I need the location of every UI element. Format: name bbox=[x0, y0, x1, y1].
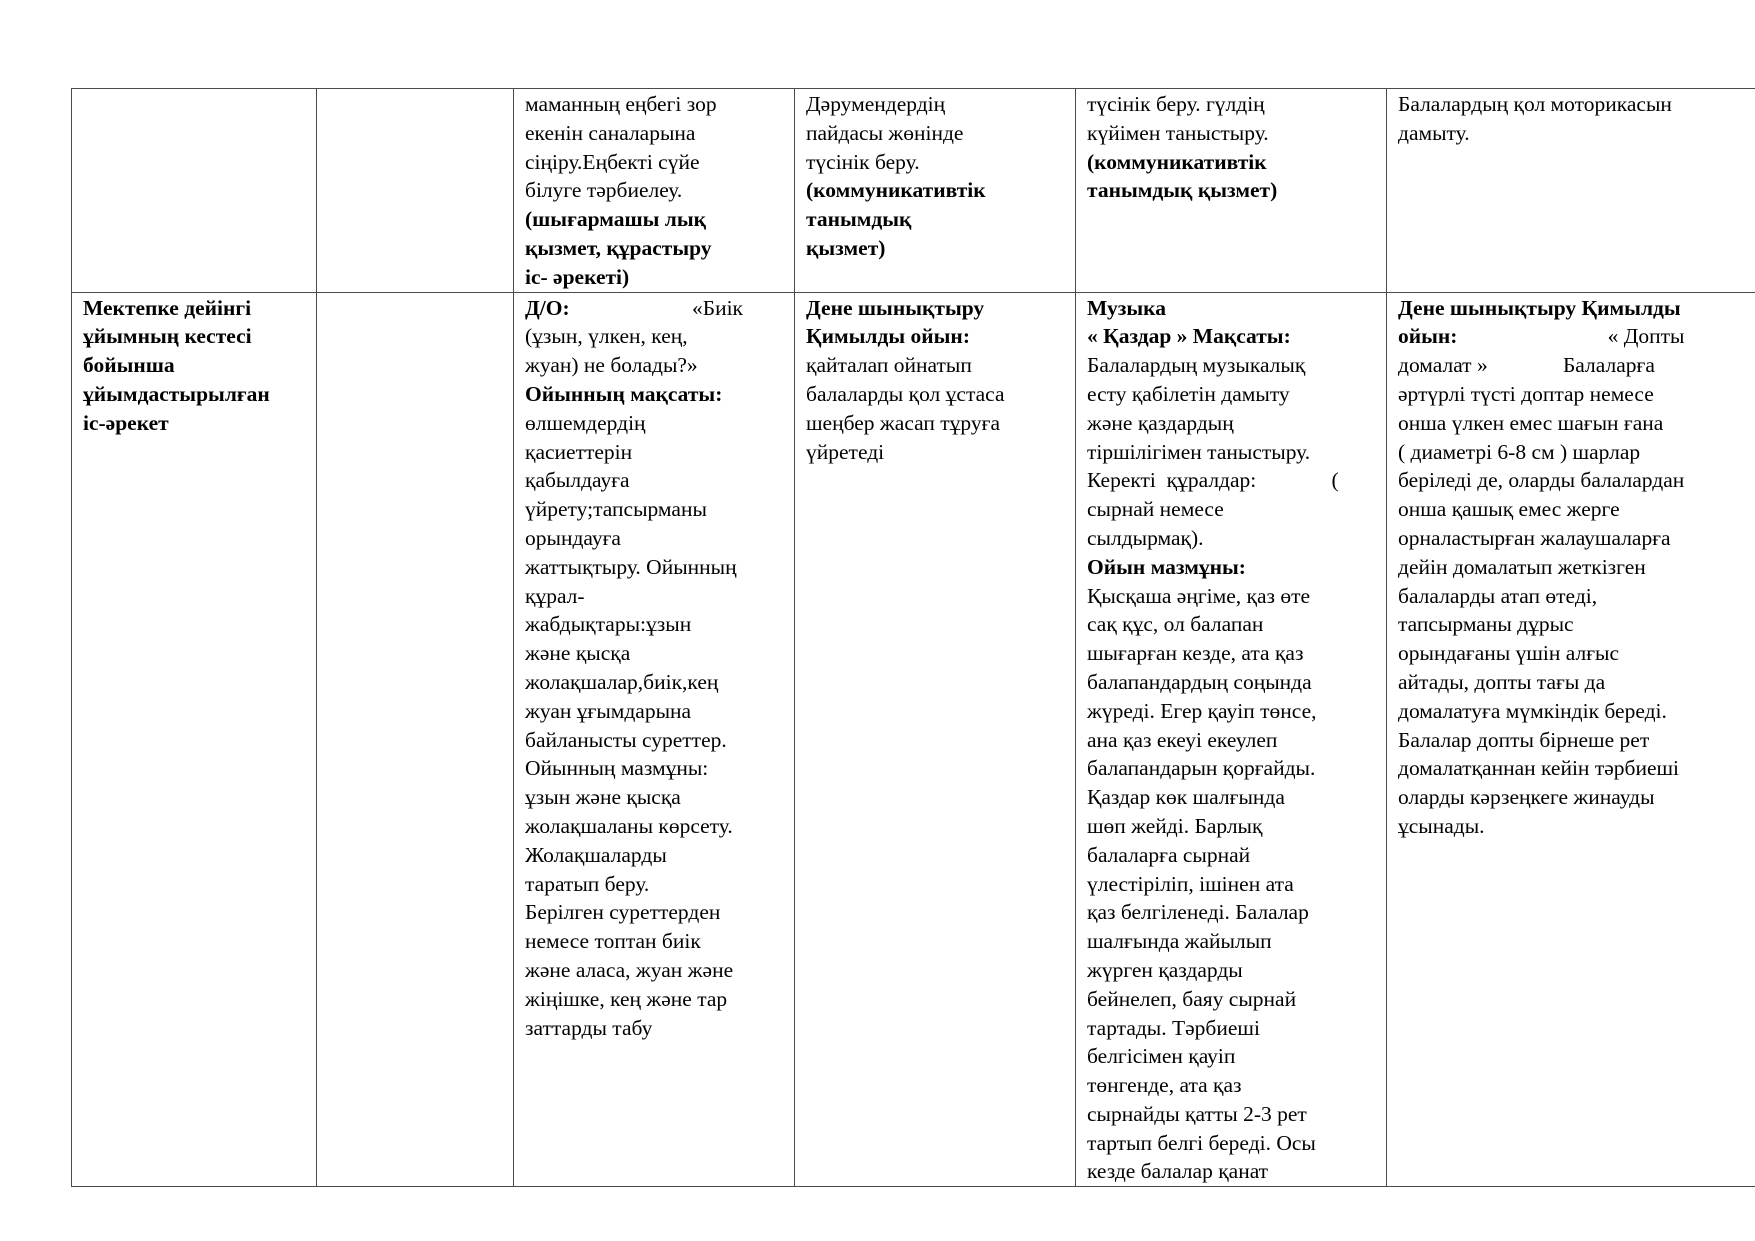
text-line: Дәрумендердің bbox=[806, 92, 946, 116]
text-line: білуге тәрбиелеу. bbox=[525, 178, 683, 203]
activity-heading: Қимылды ойын: bbox=[806, 324, 970, 349]
text-line: жолақшалар,биік,кең bbox=[525, 669, 719, 694]
text-line: шалғында жайылып bbox=[1087, 929, 1272, 954]
row1-col1-cell bbox=[72, 89, 317, 293]
activity-type-label: қызмет, құрастыру bbox=[525, 235, 712, 260]
text-line: Қаздар көк шалғында bbox=[1087, 785, 1285, 810]
text-line: қаз белгіленеді. Балалар bbox=[1087, 900, 1309, 925]
text-line: онша қашық емес жерге bbox=[1398, 497, 1620, 522]
text-line: сырнай немесе bbox=[1087, 497, 1224, 522]
text-line: жуан ұғымдарына bbox=[525, 698, 692, 723]
text-line: домалат » Балаларға bbox=[1398, 353, 1655, 378]
text-line: балапандарын қорғайды. bbox=[1087, 756, 1316, 781]
game-title-line bbox=[1398, 322, 1745, 351]
text-line: (ұзын, үлкен, кең, bbox=[525, 324, 688, 349]
row1-col5-cell bbox=[1076, 89, 1387, 293]
row2-col2-cell bbox=[317, 292, 514, 1187]
activity-heading: « Қаздар » Мақсаты: bbox=[1087, 324, 1291, 349]
text-line: жабдықтары:ұзын bbox=[525, 612, 692, 637]
text-line: балаларды қол ұстаса bbox=[806, 381, 1005, 406]
text-line: ана қаз екеуі екеулеп bbox=[1087, 727, 1278, 752]
goal-label: Ойынның мақсаты: bbox=[525, 381, 723, 406]
text-line: екенін саналарына bbox=[525, 120, 696, 145]
row-heading: іс-әрекет bbox=[83, 410, 169, 435]
text-line: Қысқаша әңгіме, қаз өте bbox=[1087, 583, 1311, 608]
text-line: домалатуға мүмкіндік береді. bbox=[1398, 698, 1667, 723]
text-line: Ойынның мазмұны: bbox=[525, 756, 709, 781]
game-type-label: ойын: bbox=[1398, 324, 1458, 349]
text-line: Балалардың қол моторикасын bbox=[1398, 92, 1672, 116]
text-line: Балалардың музыкалық bbox=[1087, 353, 1306, 378]
text-line: онша үлкен емес шағын ғана bbox=[1398, 410, 1664, 435]
text-line: жуан) не болады?» bbox=[525, 353, 698, 378]
text-line: белгісімен қауіп bbox=[1087, 1044, 1236, 1069]
text-line: балапандардың соңында bbox=[1087, 669, 1312, 694]
text-line: өлшемдердің bbox=[525, 410, 646, 435]
game-type-label: Д/О: bbox=[525, 295, 570, 320]
text-line: қасиеттерін bbox=[525, 439, 633, 464]
text-line: ( диаметрі 6-8 см ) шарлар bbox=[1398, 439, 1641, 464]
row2-col1-cell bbox=[72, 292, 317, 1187]
text-line: сіңіру.Еңбекті сүйе bbox=[525, 149, 700, 174]
text-line: таратып беру. bbox=[525, 871, 650, 896]
text-line: орындағаны үшін алғыс bbox=[1398, 641, 1620, 666]
row1-col4-cell bbox=[795, 89, 1076, 293]
text-line: және аласа, жуан және bbox=[525, 957, 734, 982]
row2-col6-cell bbox=[1387, 292, 1755, 1187]
text-line: заттарды табу bbox=[525, 1015, 653, 1040]
text-line: орналастырған жалаушаларға bbox=[1398, 525, 1671, 550]
text-line: қабылдауға bbox=[525, 468, 630, 493]
text-line: және қысқа bbox=[525, 641, 631, 666]
activity-type-label: іс- әрекеті) bbox=[525, 264, 630, 289]
row-heading: ұйымның кестесі bbox=[83, 324, 252, 349]
text-line: тартып белгі береді. Осы bbox=[1087, 1130, 1316, 1155]
text-line: жіңішке, кең және тар bbox=[525, 986, 728, 1011]
text-line: балаларды атап өтеді, bbox=[1398, 583, 1598, 608]
text-line: оларды кәрзеңкеге жинауды bbox=[1398, 785, 1655, 810]
text-line: үйретеді bbox=[806, 439, 885, 464]
activity-heading: Музыка bbox=[1087, 295, 1166, 320]
text-line: ұсынады. bbox=[1398, 813, 1485, 838]
text-line: ұзын және қысқа bbox=[525, 785, 681, 810]
text-line: жүрген қаздарды bbox=[1087, 957, 1243, 982]
row2-col5-cell bbox=[1076, 292, 1387, 1187]
activity-type-label: (коммуникативтік bbox=[1087, 149, 1267, 174]
activity-type-label: (шығармашы лық bbox=[525, 207, 707, 232]
row-heading: бойынша bbox=[83, 353, 175, 378]
text-line: Жолақшаларды bbox=[525, 842, 667, 867]
row-heading: ұйымдастырылған bbox=[83, 381, 270, 406]
text-line: шеңбер жасап тұруға bbox=[806, 410, 1000, 435]
text-line: төнгенде, ата қаз bbox=[1087, 1073, 1242, 1098]
text-line: сырнайды қатты 2-3 рет bbox=[1087, 1101, 1307, 1126]
text-line: маманның еңбегі зор bbox=[525, 92, 717, 116]
text-line: балаларға сырнай bbox=[1087, 842, 1251, 867]
text-line: жаттықтыру. Ойынның bbox=[525, 554, 737, 579]
activity-type-label: қызмет) bbox=[806, 235, 886, 260]
text-line: сақ құс, ол балапан bbox=[1087, 612, 1264, 637]
text-line: айтады, допты тағы да bbox=[1398, 669, 1606, 694]
text-line: Керекті құралдар: ( bbox=[1087, 468, 1339, 493]
text-line: есту қабілетін дамыту bbox=[1087, 381, 1290, 406]
game-title-line bbox=[525, 294, 783, 323]
table-row bbox=[72, 292, 1755, 1187]
text-line: жүреді. Егер қауіп төнсе, bbox=[1087, 698, 1317, 723]
text-line: түсінік беру. bbox=[806, 149, 920, 174]
table-row bbox=[72, 89, 1755, 293]
text-line: пайдасы жөнінде bbox=[806, 120, 964, 145]
text-line: байланысты суреттер. bbox=[525, 727, 727, 752]
row2-col4-cell bbox=[795, 292, 1076, 1187]
text-line: домалатқаннан кейін тәрбиеші bbox=[1398, 756, 1680, 781]
text-line: тапсырманы дұрыс bbox=[1398, 612, 1574, 637]
text-line: Берілген суреттерден bbox=[525, 900, 721, 925]
text-line: дейін домалатып жеткізген bbox=[1398, 554, 1646, 579]
text-line: қайталап ойнатып bbox=[806, 353, 972, 378]
text-line: дамыту. bbox=[1398, 120, 1470, 145]
row1-col6-cell bbox=[1387, 89, 1755, 293]
text-line: шөп жейді. Барлық bbox=[1087, 813, 1263, 838]
text-line: тартады. Тәрбиеші bbox=[1087, 1015, 1260, 1040]
activity-heading: Дене шынықтыру Қимылды bbox=[1398, 295, 1681, 320]
text-line: беріледі де, оларды балалардан bbox=[1398, 468, 1685, 493]
game-title: «Биік bbox=[691, 295, 743, 320]
text-line: үйрету;тапсырманы bbox=[525, 497, 707, 522]
row-heading: Мектепке дейінгі bbox=[83, 295, 252, 320]
text-line: тіршілігімен таныстыру. bbox=[1087, 439, 1311, 464]
activity-type-label: (коммуникативтік bbox=[806, 178, 986, 203]
text-line: сылдырмақ). bbox=[1087, 525, 1204, 550]
text-line: және қаздардың bbox=[1087, 410, 1234, 435]
text-line: Балалар допты бірнеше рет bbox=[1398, 727, 1650, 752]
text-line: түсінік беру. гүлдің bbox=[1087, 92, 1265, 116]
row1-col3-cell bbox=[514, 89, 795, 293]
text-line: шығарған кезде, ата қаз bbox=[1087, 641, 1304, 666]
text-line: кезде балалар қанат bbox=[1087, 1159, 1269, 1184]
activity-type-label: танымдық bbox=[806, 207, 912, 232]
text-line: құрал- bbox=[525, 583, 585, 608]
activity-type-label: танымдық қызмет) bbox=[1087, 178, 1278, 203]
text-line: жолақшаланы көрсету. bbox=[525, 813, 733, 838]
text-line: бейнелеп, баяу сырнай bbox=[1087, 986, 1297, 1011]
activity-heading: Дене шынықтыру bbox=[806, 295, 985, 320]
schedule-table bbox=[71, 88, 1755, 1187]
game-title: « Допты bbox=[1607, 324, 1685, 349]
row1-col2-cell bbox=[317, 89, 514, 293]
text-line: күйімен таныстыру. bbox=[1087, 120, 1269, 145]
text-line: әртүрлі түсті доптар немесе bbox=[1398, 381, 1654, 406]
text-line: үлестіріліп, ішінен ата bbox=[1087, 871, 1294, 896]
text-line: орындауға bbox=[525, 525, 621, 550]
row2-col3-cell bbox=[514, 292, 795, 1187]
text-line: немесе топтан биік bbox=[525, 929, 701, 954]
content-label: Ойын мазмұны: bbox=[1087, 554, 1246, 579]
